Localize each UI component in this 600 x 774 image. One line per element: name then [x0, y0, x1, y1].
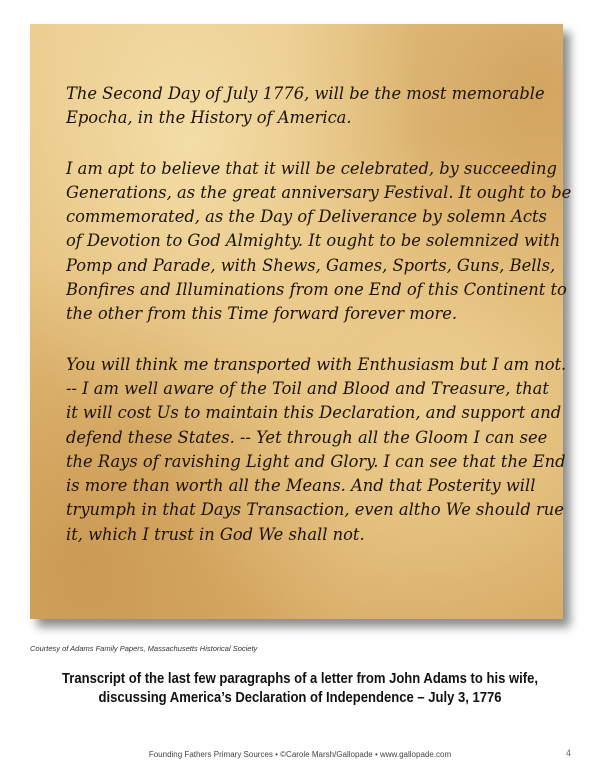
page-footer: Founding Fathers Primary Sources • ©Carole Marsh/Gallopade • www.gallopade.com: [148, 750, 452, 759]
letter-line: defend these States. -- Yet through all the Gloom I can see: [66, 427, 548, 447]
letter-line: the Rays of ravishing Light and Glory. I can see that the End: [66, 451, 566, 471]
letter-line: Pomp and Parade, with Shews, Games, Sports, Guns, Bells,: [66, 255, 556, 275]
letter-line: Bonfires and Illuminations from one End of this Continent to: [66, 280, 567, 300]
parchment-image: [30, 24, 572, 619]
letter-line: Epocha, in the History of America.: [66, 108, 352, 128]
caption-line-1: Transcript of the last few paragraphs of a letter from John Adams to his wife,: [62, 671, 538, 687]
letter-line: it will cost Us to maintain this Declaration, and support and: [66, 403, 562, 423]
letter-line: Generations, as the great anniversary Festival. It ought to be: [66, 182, 572, 202]
letter-transcript: [66, 82, 572, 573]
letter-line: You will think me transported with Enthusiasm but I am not.: [66, 354, 567, 374]
letter-line: tryumph in that Days Transaction, even altho We should rue: [66, 500, 564, 520]
letter-line: I am apt to believe that it will be celebrated, by succeeding: [66, 158, 557, 178]
letter-paragraph-3: [66, 353, 567, 547]
image-credit: Courtesy of Adams Family Papers, Massachusetts Historical Society: [30, 644, 258, 653]
letter-line: commemorated, as the Day of Deliverance by solemn Acts: [66, 207, 547, 227]
letter-line: of Devotion to God Almighty. It ought to be solemnized with: [66, 231, 561, 251]
letter-line: is more than worth all the Means. And that Posterity will: [66, 476, 536, 496]
letter-line: the other from this Time forward forever more.: [66, 304, 458, 324]
letter-paragraph-2: [66, 157, 572, 327]
page-number: 4: [566, 748, 572, 758]
letter-line: it, which I trust in God We shall not.: [66, 524, 365, 544]
letter-paragraph-1: [66, 82, 545, 131]
letter-line: -- I am well aware of the Toil and Blood and Treasure, that: [66, 378, 549, 398]
letter-line: The Second Day of July 1776, will be the most memorable: [66, 84, 545, 103]
caption: [30, 670, 570, 708]
caption-line-2: discussing America’s Declaration of Independence – July 3, 1776: [98, 690, 502, 706]
